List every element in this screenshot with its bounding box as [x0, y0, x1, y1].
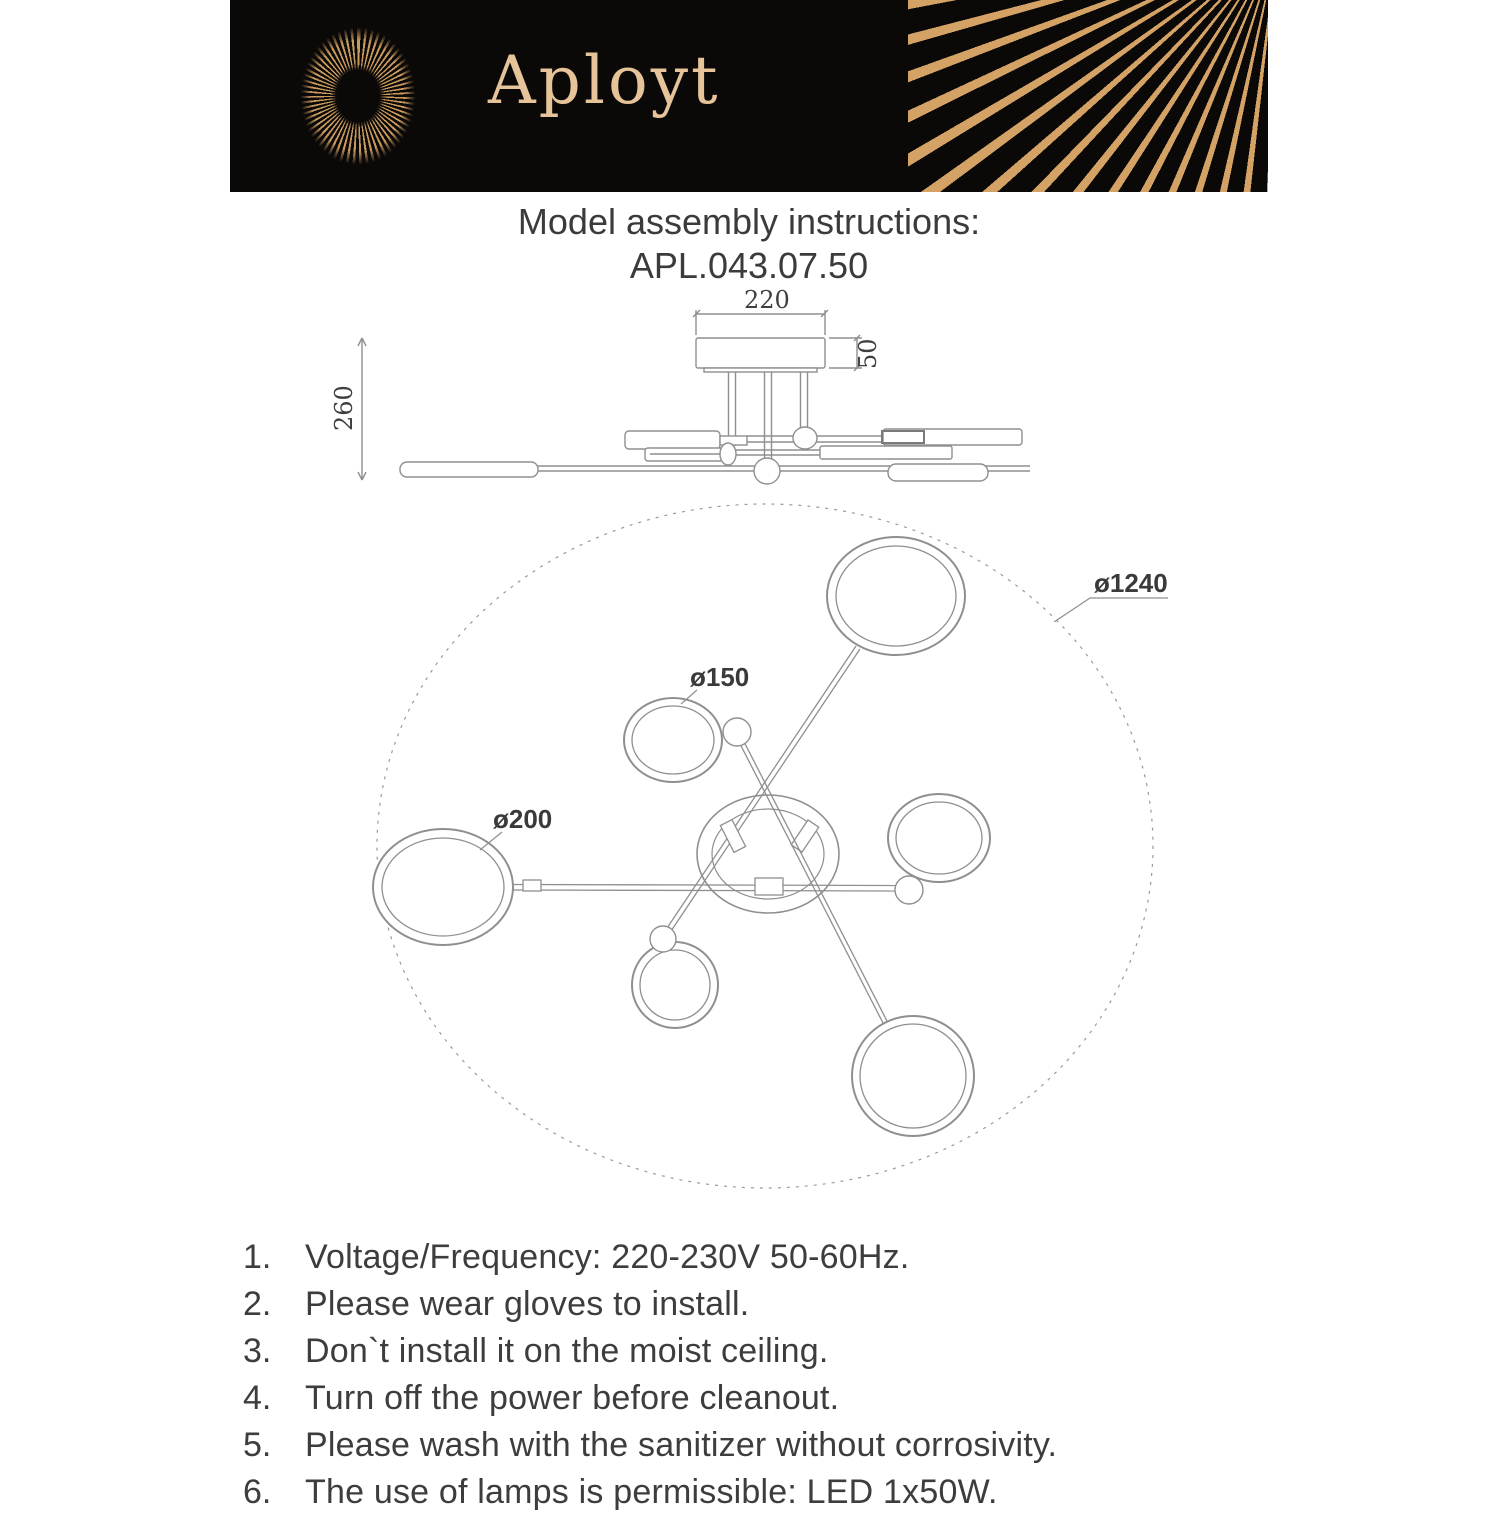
list-item [243, 1473, 1473, 1520]
dimension-height-260 [358, 338, 366, 480]
item-text: Voltage/Frequency: 220-230V 50-60Hz. [305, 1238, 910, 1276]
brand-name: Aployt [488, 42, 721, 119]
side-view-drawing [330, 288, 1070, 503]
lower-arm [400, 458, 1030, 484]
ring-150 [624, 698, 722, 782]
brand-banner [230, 0, 1268, 192]
decorative-rays-icon [908, 0, 1268, 192]
list-item [243, 1238, 1473, 1285]
label-leaders [480, 598, 1168, 850]
item-number: 1. [243, 1238, 272, 1276]
item-text: Please wash with the sanitizer without corrosivity. [305, 1426, 1058, 1464]
item-number: 5. [243, 1426, 272, 1464]
list-item [243, 1426, 1473, 1473]
label-diameter-1240: ø1240 [1094, 568, 1168, 598]
item-number: 2. [243, 1285, 272, 1323]
model-number: APL.043.07.50 [629, 245, 869, 286]
label-diameter-200: ø200 [493, 804, 553, 834]
ring-right-middle [888, 794, 990, 882]
page-title: Model assembly instructions: [517, 201, 981, 242]
item-number: 4. [243, 1379, 272, 1417]
item-text: Don`t install it on the moist ceiling. [305, 1332, 829, 1370]
list-item [243, 1379, 1473, 1426]
list-item [243, 1285, 1473, 1332]
list-item [243, 1332, 1473, 1379]
hanger-rods [729, 368, 808, 460]
item-text: The use of lamps is permissible: LED 1x50W. [305, 1473, 998, 1511]
label-diameter-150: ø150 [690, 662, 750, 692]
ring-lower-right [852, 1016, 974, 1136]
arm-diagonal-2 [720, 732, 887, 1023]
instruction-list [243, 1238, 1473, 1520]
title-block [230, 200, 1268, 288]
aployt-sunburst-logo-icon [288, 12, 428, 180]
ceiling-canopy [696, 338, 825, 372]
ring-top-right [827, 537, 965, 655]
dim-260-label: 260 [330, 385, 358, 431]
item-text: Please wear gloves to install. [305, 1285, 750, 1323]
ring-200 [373, 829, 513, 945]
sunburst-rays [288, 12, 428, 180]
dim-50-label: 50 [854, 338, 882, 369]
item-number: 3. [243, 1332, 272, 1370]
item-text: Turn off the power before cleanout. [305, 1379, 840, 1417]
dim-220-label: 220 [744, 288, 790, 314]
item-number: 6. [243, 1473, 272, 1511]
top-view-drawing [350, 498, 1190, 1204]
ring-lower-left [632, 942, 718, 1028]
